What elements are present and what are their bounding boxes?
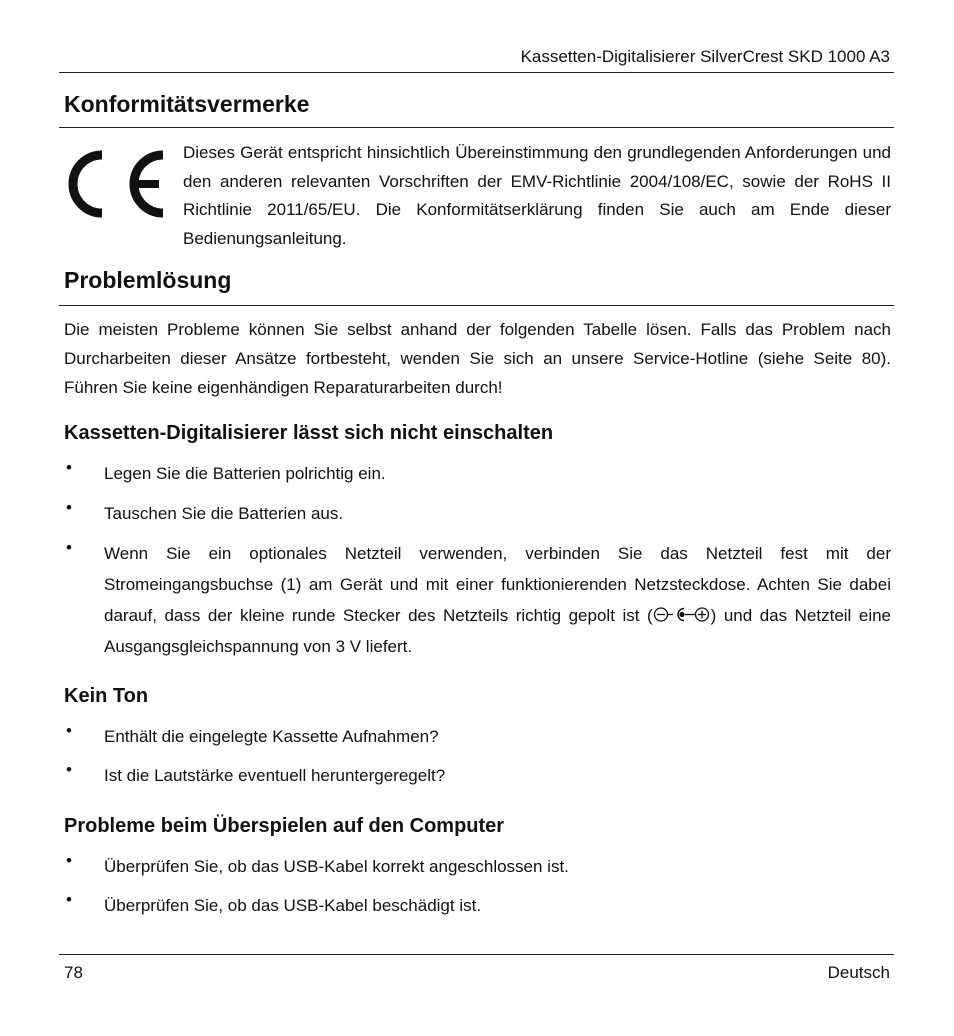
conformity-heading: Konformitätsvermerke bbox=[64, 91, 310, 117]
section-heading-power: Kassetten-Digitalisierer lässt sich nicht einschalten bbox=[64, 422, 554, 444]
bullet-icon: • bbox=[66, 890, 72, 909]
list-item-text: Überprüfen Sie, ob das USB-Kabel beschädigt ist. bbox=[104, 896, 482, 915]
troubleshooting-intro: Die meisten Probleme können Sie selbst anhand der folgenden Tabelle lösen. Falls das Problem nach Durcharbeiten dieser Ansätze fortbesteht, wenden Sie sich an unsere Service-Hotline (siehe Seite 80). Führen Sie keine eigenhändigen Reparaturarbeiten durch! bbox=[64, 320, 891, 397]
troubleshooting-heading: Problemlösung bbox=[64, 267, 232, 293]
troubleshooting-rule bbox=[59, 305, 894, 306]
bullet-icon: • bbox=[66, 760, 72, 779]
polarity-symbol-icon bbox=[653, 606, 711, 623]
section-heading-computer: Probleme beim Überspielen auf den Computer bbox=[64, 815, 505, 837]
list-item-text: Enthält die eingelegte Kassette Aufnahmen? bbox=[104, 727, 439, 746]
section-heading-no-sound: Kein Ton bbox=[64, 685, 149, 707]
conformity-text: Dieses Gerät entspricht hinsichtlich Übereinstimmung den grundlegenden Anforderungen und den anderen relevanten Vorschriften der EMV-Richtlinie 2004/108/EC, sowie der RoHS II Richtlinie 2011/65/EU. Die Konformitätserklärung finden Sie auch am Ende dieser Bedienungsanleitung. bbox=[183, 143, 891, 248]
running-header: Kassetten-Digitalisierer SilverCrest SKD 1000 A3 bbox=[520, 47, 890, 66]
bullet-icon: • bbox=[66, 721, 72, 740]
header-rule bbox=[59, 72, 894, 73]
bullet-icon: • bbox=[66, 538, 72, 557]
list-item-text: Legen Sie die Batterien polrichtig ein. bbox=[104, 464, 386, 483]
list-item-text-part: ) und das Netzteil eine Ausgangsgleichspannung von 3 V liefert. bbox=[104, 606, 892, 656]
footer-rule bbox=[59, 954, 894, 955]
page-number: 78 bbox=[64, 963, 83, 982]
bullet-icon: • bbox=[66, 498, 72, 517]
bullet-icon: • bbox=[66, 458, 72, 477]
list-item-text: Tauschen Sie die Batterien aus. bbox=[104, 504, 344, 523]
list-item-text-part: Wenn Sie ein optionales Netzteil verwenden, verbinden Sie das Netzteil fest mit der Stromeingangsbuchse (1) am Gerät und mit einer funktionierenden Netzsteckdose. Achten Sie dabei darauf, dass der kleine runde Stecker des Netzteils richtig gepolt ist ( bbox=[104, 544, 891, 625]
footer-language: Deutsch bbox=[827, 963, 890, 982]
ce-mark-logo bbox=[62, 146, 170, 222]
list-item-text: Ist die Lautstärke eventuell heruntergeregelt? bbox=[104, 766, 446, 785]
conformity-rule bbox=[59, 127, 894, 128]
list-item-text: Überprüfen Sie, ob das USB-Kabel korrekt angeschlossen ist. bbox=[104, 857, 569, 876]
list-item-text bbox=[104, 538, 891, 662]
bullet-icon: • bbox=[66, 851, 72, 870]
